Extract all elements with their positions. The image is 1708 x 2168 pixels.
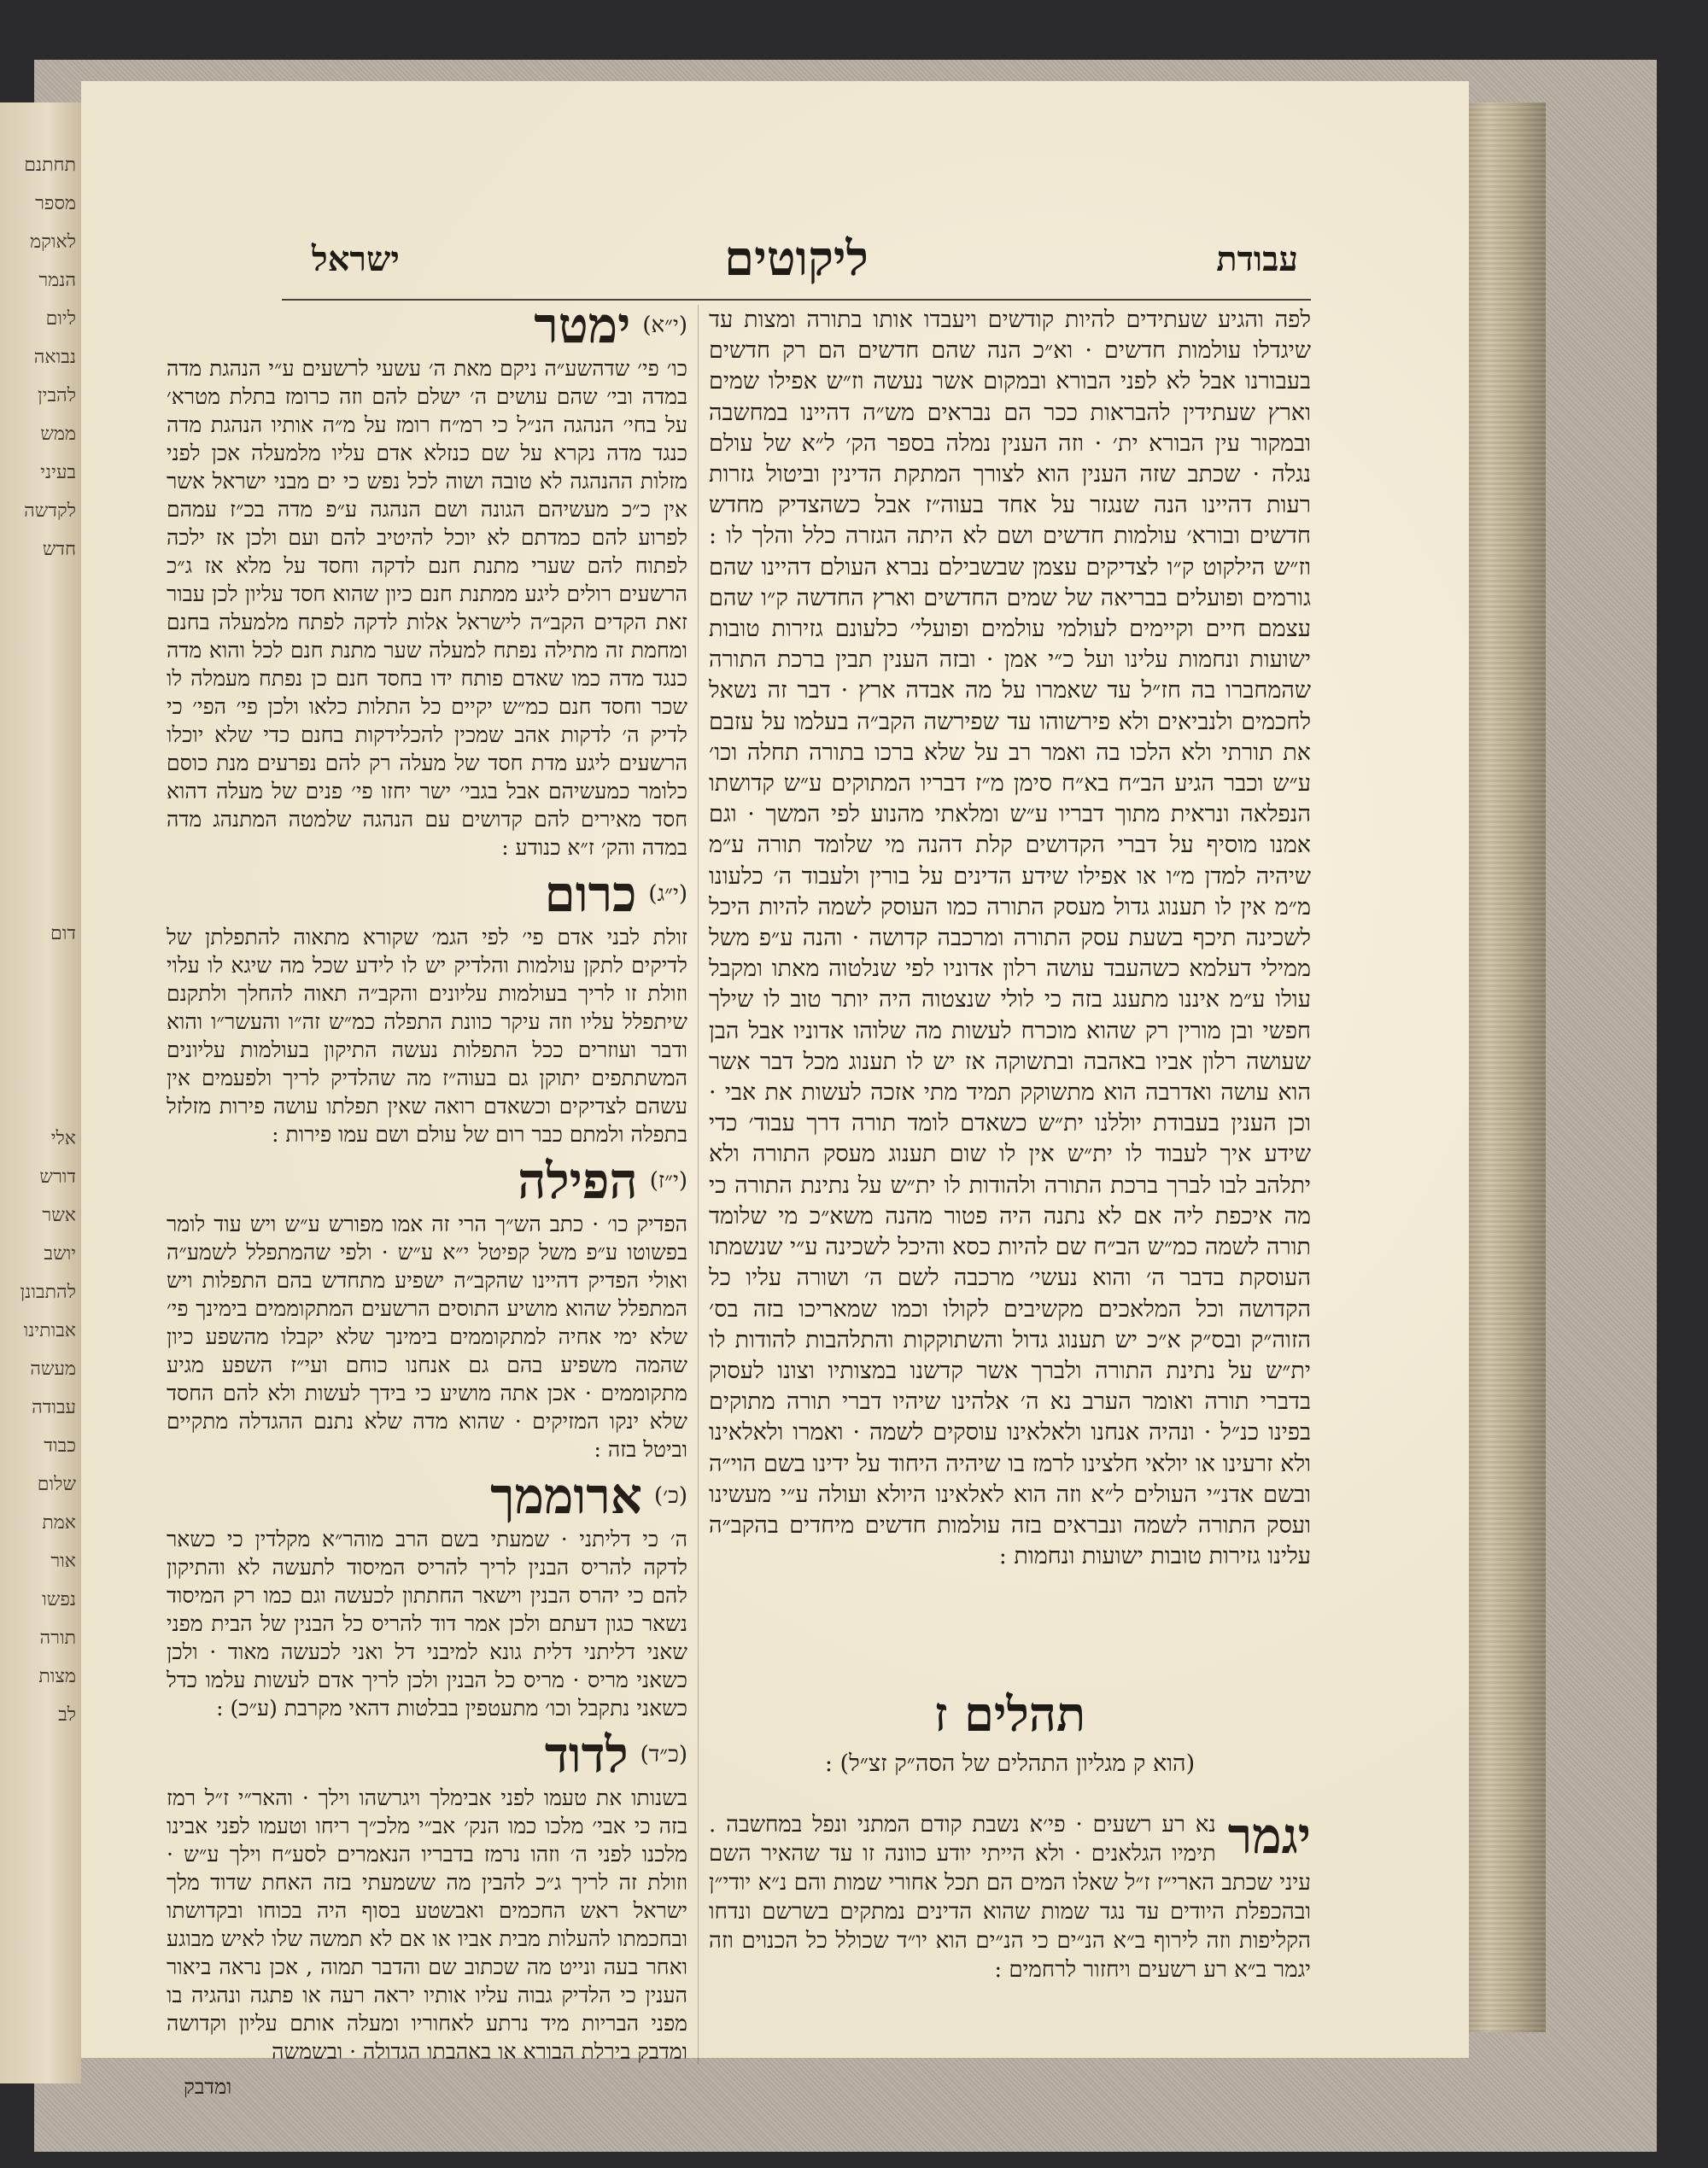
section-lead-word: יגמר	[1227, 1810, 1311, 1865]
entry-heading	[167, 1152, 687, 1210]
commentary-entry	[167, 865, 687, 1148]
left-page-fragment: אור	[50, 1551, 76, 1572]
right-column	[709, 305, 1311, 1654]
entry-text: כו׳ פי׳ שדהשע״ה ניקם מאת ה׳ עשעי לרשעים ע״י הנהגת מדה במדה ובי׳ שהם עושים ה׳ ישלם להם וזה כרומז בתלת מטרא׳ על בחי׳ הנהגה הנ״ל כי רמ״ח רומז על מ״ה אותיו הנהגת מדה כנגד מדה נקרא על שם כנזלא אדם עליו מלמעלה אכן לפני מזלות ההנהגה לא טובה ושוה לכל נפש כי ים מבני ישראל אשר אין כ״כ מעשיהם הגונה ושם הנהגה ע״פ מדה בכ״ז עמהם לפרוע להם כמדתם לא יוכל להיטיב להם ועם ולכן אז ילכה לפתוח להם שערי מתנת חנם לדקה וחסד על מלא אז ג״כ הרשעים רולים ליגע ממתנת חנם כיון שהוא חסד עליון לכן עבור זאת הקדים הקב״ה לישראל אלות לדקה לפתח מלמעלה בחנם ומחמת זה מתילה נפתח למעלה שער מתנת חנם לכל והוא מדה כנגד מדה כמו שאדם פותח ידו בחסד חנם כן נפתח מעמלה לו שכר וחסד חנם כמ״ש יקיים כל התלות כלאו ולכן פי׳ הפי׳ כי לדיק ה׳ לדקות אהב שמכין להכלידקות בחנם כדי שלא יוכלו הרשעים ליגע מדת חסד של מעלה רק להם נפרעים מנת כוסם כלומר כמעשיהם אבל בגבי׳ ישר יחזו פי׳ פנים של מעלה דהוא חסד מאירים להם קדושים עם הנהגה שלמטה המתנהג מדה במדה והק׳ ז״א כנודע :	[167, 356, 687, 860]
entry-text: בשנותו את טעמו לפני אבימלך ויגרשהו וילך · והאר״י ז״ל רמז בזה כי אבי׳ מלכו כמו הנק׳ אב״י מלכ״ך ריחו וטעמו לפני אבינו מלכנו לפני ה׳ וזהו נרמז בדבריו הנאמרים לסע״ח וילך ע״ש · וזולת זה לריך ג״כ להבין מה ששמעתי בזה האחת שדוד מלך ישראל ראש החכמים ואבשטע בסוף היה בכוחו ובקדושתו ובחכמתו להעלות מבית אביו או אם לא תמשה שלו לאיש מבוגע ואחר בעה ונייט מה שכתוב שם והדבר תמוה , אכן נראה ביאור הענין כי הלדיק גבוה עליו אותיו יראה רעה או פתגה ונהגיה בו מפני הבריות מיד נרתע לאחוריו ומעלה אותם עליון וקדושה ומדבק בירלת הבורא או באהבתו הגדולה · ובשמשה	[167, 1785, 687, 2064]
left-column	[167, 293, 687, 2073]
left-page-fragment: אבותינו	[23, 1320, 76, 1341]
left-page-fragment: אלי	[50, 1128, 76, 1149]
left-page-fragment: ממש	[40, 424, 76, 445]
left-page-fragment: מספר	[35, 193, 76, 214]
commentary-entry	[167, 1726, 687, 2066]
left-page-fragment: הנמר	[38, 270, 76, 291]
section-subtitle: (הוא ק מגליון התהלים של הסה״ק זצ״ל) :	[824, 1750, 1196, 1777]
verse-keyword: כרום	[544, 865, 637, 923]
left-page-fragment: עבודה	[32, 1397, 76, 1418]
left-page-fragment: חדש	[42, 539, 76, 560]
verse-number: (י״ג)	[648, 880, 687, 907]
left-page-fragment: נפשו	[42, 1589, 76, 1610]
entry-heading	[167, 1726, 687, 1784]
left-page-fragment: לב	[58, 1704, 76, 1726]
left-page-fragment: אמת	[42, 1512, 76, 1534]
verse-number: (י״ז)	[649, 1167, 687, 1194]
commentary-entry	[167, 1467, 687, 1722]
left-page-fragment: אשר	[42, 1205, 76, 1226]
left-page-fragment: נבואה	[33, 347, 76, 368]
left-page-fragment: ליום	[45, 308, 76, 330]
section-text: נא רע רשעים · פי׳א נשבת קודם המתני ונפל במחשבה . תימיו הגלאנים · ולא הייתי יודע כוונה זו עד שהאיר השם עיני שכתב הארי״ז ז״ל שאלו המים הם תכל אחורי שמות והם נ״א יודי״ן ובהכפלת היודים עד נגד שמות שהוא הדינים נמתקים בשרשם ונדחו הקליפות וזה לירוף ב״א הנ״ים כי הנ״ים הוא יו״ד שכולל כל הכנוים וזה יגמר ב״א רע רשעים ויחזור לרחמים :	[709, 1812, 1311, 1983]
entry-text: ה׳ כי דליתני · שמעתי בשם הרב מוהר״א מקלדין כי כשאר לדקה להריס הבנין לריך להריס המיסוד לתעשה לא והתיקון להם כי יהרס הבנין וישאר החתתון לכעשה וגם כמו רק המיסוד נשאר כגון דעתם ולכן אמר דוד להריס כל הבנין של הבית מפני שאני דליתני דלית גונא למיבני דל ואני לכעשה מאוד · ולכן כשאני מריס · מריס כל הבנין ולכן לריך אדם לעשות עלמו כדל כשאני נתקבל וכו׳ מתעטפין בבלטות דהאי מקרבת (ע״כ) :	[167, 1527, 687, 1721]
running-header	[282, 231, 1311, 290]
verse-keyword: ארוממך	[490, 1467, 642, 1525]
left-page-fragment: שלום	[37, 1474, 76, 1495]
running-header-title: ליקוטים	[724, 231, 869, 287]
left-page-fragment: להתבונן	[20, 1282, 76, 1303]
entry-heading	[167, 296, 687, 354]
left-page-fragment: תחתנם	[24, 155, 76, 176]
right-column-text: לפה והגיע שעתידים להיות קודשים ויעבדו אותו בתורה ומצות עד שיגדלו עולמות חדשים · וא״כ הנה שהם חדשים הם רק חדשים בעבורנו אבל לא לפני הבורא ובמקום אשר נעשה וז״ש אפילו שמים וארץ שעתידין להבראות ככר הם נבראים מש״ה דהיינו במחשבה ובמקור עין הבורא ית׳ · וזה הענין נמלה בספר הק׳ ל״א של עולם נגלה · שכתב שזה הענין הוא לצורך המתקת הדינין וביטול גזרות רעות דהיינו הנה שנגזר על אחד בעוה״ז אבל כשהצדיק מחדש חדשים ובורא׳ עולמות חדשים ושם לא היתה הגזרה כלל והלך לו : וז״ש הילקוט ק״ו לצדיקים עצמן שבשבילם נברא העולם דהיינו שהם גורמים ופועלים בבריאה של שמים החדשים וארץ החדשה ק״ו שהם עצמם חיים וקיימים לעולמי עולמים ופועלי׳ כלעונם גזירות טובות ישועות ונחמות עלינו ועל כ״י אמן · ובזה הענין תבין ברכת התורה שהמחברו בה חז״ל עד שאמרו על מה אבדה ארץ · דבר זה נשאל לחכמים ולנביאים ולא פירשוהו עד שפירשה הקב״ה בעלמו על עזבם את תורתי ולא הלכו בה ואמר רב על שלא ברכו בתורה תחלה וכו׳ ע״ש וכבר הגיע הב״ח בא״ח סימן מ״ז דבריו המתוקים ע״ש קדושתו הנפלאה ונראית מתוך דבריו ע״ש ומלאתי מהנוע לפי המשך · וגם אמנו מוסיף על דברי הקדושים קלת דהנה מי שלומד תורה ע״מ שיהיה למדן מ״ו או אפילו שידע הדינים על בורין ולעבוד ה׳ כלעונו מ״מ אין לו תענוג גדול מעסק התורה כמו העוסק לשמה להיות היכל לשכינה תיכף בשעת עסק התורה ומרכבה קדושה · והנה ע״פ משל ממילי דעלמא כשהעבד עושה רלון אדוניו לפי שנלטוה מאתו ומקבל עולו ע״מ איננו מתענג בזה כי לולי שנצטוה היה יותר טוב לו שילך חפשי ובן מורין רק שהוא מוכרח לעשות מה שלוהו אדוניו אבל הבן שעושה רלון אביו באהבה ובתשוקה אז יש לו תענוג מכל דבר אשר הוא עושה ואדרבה הוא מתשוקק תמיד מתי אזכה לעשות את אבי · וכן הענין בעבודת יוללנו ית״ש כשאדם לומד תורה דרך עבוד׳ כדי שידע איך לעבוד לו ית״ש אין לו שום תענוג מעסק התורה ולא יתלהב לבו לברך ברכת התורה ולהודות לו ית״ש על נתינת התורה כי מה איכפת ליה אם לא נתנה היה פטור מהנה משא״כ מי שלומד תורה לשמה כמ״ש הב״ח שם להיות כסא והיכל לשכינה ע״י שנשמתו העוסקת בדבר ה׳ והוא נעשי׳ מרכבה לשם ה׳ ושורה עליו כל הקדושה וכל המלאכים מקשיבים לקולו וכמו שמאריכו בזה בס׳ הזוה״ק ובס״ק א״כ יש תענוג גדול והשתוקקות והתלהבות להודות לו ית״ש על נתינת התורה ולברך אשר קדשנו במצותיו וצונו לעסוק בדברי תורה ואומר הערב נא ה׳ אלהינו שיהיו דברי תורה מתוקים בפינו כנ״ל · ונהיה אנחנו ולאלאינו עוסקים לשמה · ואמרו ולאלאינו ולא זרעינו או יולאי חלצינו לרמז בו שיהיה היחוד על ידינו בשם הוי״ה ובשם אדנ״י העולים ל״א וזה הוא לאלאינו היולא ועולה ע״י מעשינו ועסק התורה לשמה ונבראים בזה עולמות חדשים מיחדים בהקב״ה עלינו גזירות טובות ישועות ונחמות :	[709, 307, 1311, 1570]
left-page-fragment: בעיני	[40, 462, 76, 483]
running-header-left: ישראל	[312, 239, 400, 279]
left-page-edge	[0, 102, 81, 2083]
left-page-fragment: דום	[50, 923, 76, 944]
left-page-fragment: מצות	[38, 1666, 76, 1687]
section-body	[709, 1810, 1311, 2066]
commentary-entry	[167, 1152, 687, 1464]
entry-text: הפדיק כו׳ · כתב הש״ך הרי זה אמו מפורש ע״ש ויש עוד לומר בפשוטו ע״פ משל קפיטל י״א ע״ש · ולפי שהמתפלל לשמע״ה ואולי הפדיק דהיינו שהקב״ה ישפיע מתחדש בהם התפלות ויש המתפלל שהוא מושיע התוסים הרשעים המתקוממים בימינך פי׳ שלא ימי אחיה למתקוממים בימינך שלא יקבלו מהשפע כיון שהמה משפיע בהם גם אנחנו כוחם ועי״ז השפע מגיע מתקוממים · אכן אתה מושיע כי בידך לעשות ולא להם החסד שלא ינקו המזיקים · שהוא מדה שלא נתנם ההגדלה מתקיים וביטל בזה :	[167, 1212, 687, 1462]
verse-keyword: הפילה	[518, 1152, 638, 1210]
section-title: תהלים ז	[933, 1686, 1086, 1743]
column-divider	[698, 305, 699, 2064]
left-page-fragment: דורש	[39, 1166, 76, 1188]
left-page-fragment: יושב	[44, 1243, 76, 1265]
entry-heading	[167, 1467, 687, 1525]
verse-number: (י״א)	[642, 312, 687, 338]
commentary-entry	[167, 296, 687, 862]
left-page-fragment: כבוד	[44, 1435, 76, 1457]
verse-number: (כ׳)	[654, 1482, 687, 1509]
left-page-fragment: להבין	[38, 385, 76, 406]
verse-keyword: ימטר	[534, 296, 631, 354]
left-page-fragment: מעשה	[30, 1359, 76, 1380]
catchword: ומדבק	[184, 2075, 232, 2099]
entry-text: זולת לבני אדם פי׳ לפי הגמ׳ שקורא מתאוה להתפלתן של לדיקים לתקן עולמות והלדיק יש לו לידע שכל מה שיגא לו עלוי וזולת זו לריך בעולמות עליונים והקב״ה תאוה להחלך ולתקנם שיתפלל עליו וזה עיקר כוונת התפלה כמ״ש זה״ו והעשר״ו והוא ודבר ועוזרים ככל התפלות נעשה התיקון בעולמות עליונים המשתתפים יתוקן גם בעוה״ז מה שהלדיק לריך ולפעמים אין עשהם לצדיקים וכשאדם רואה שאין תפלתו עושה פירות מזלזל בתפלה ולמתם כבר רום של עולם ושם עמו פירות :	[167, 925, 687, 1147]
verse-number: (כ״ד)	[640, 1741, 687, 1768]
verse-keyword: לדוד	[544, 1726, 629, 1784]
book-page	[81, 81, 1469, 2099]
running-header-right: עבודת	[1216, 239, 1298, 279]
left-page-fragment: לאוקמ	[30, 231, 76, 253]
left-page-fragment: תורה	[39, 1627, 76, 1649]
left-page-fragment: לקדשה	[24, 500, 76, 522]
entry-heading	[167, 865, 687, 923]
